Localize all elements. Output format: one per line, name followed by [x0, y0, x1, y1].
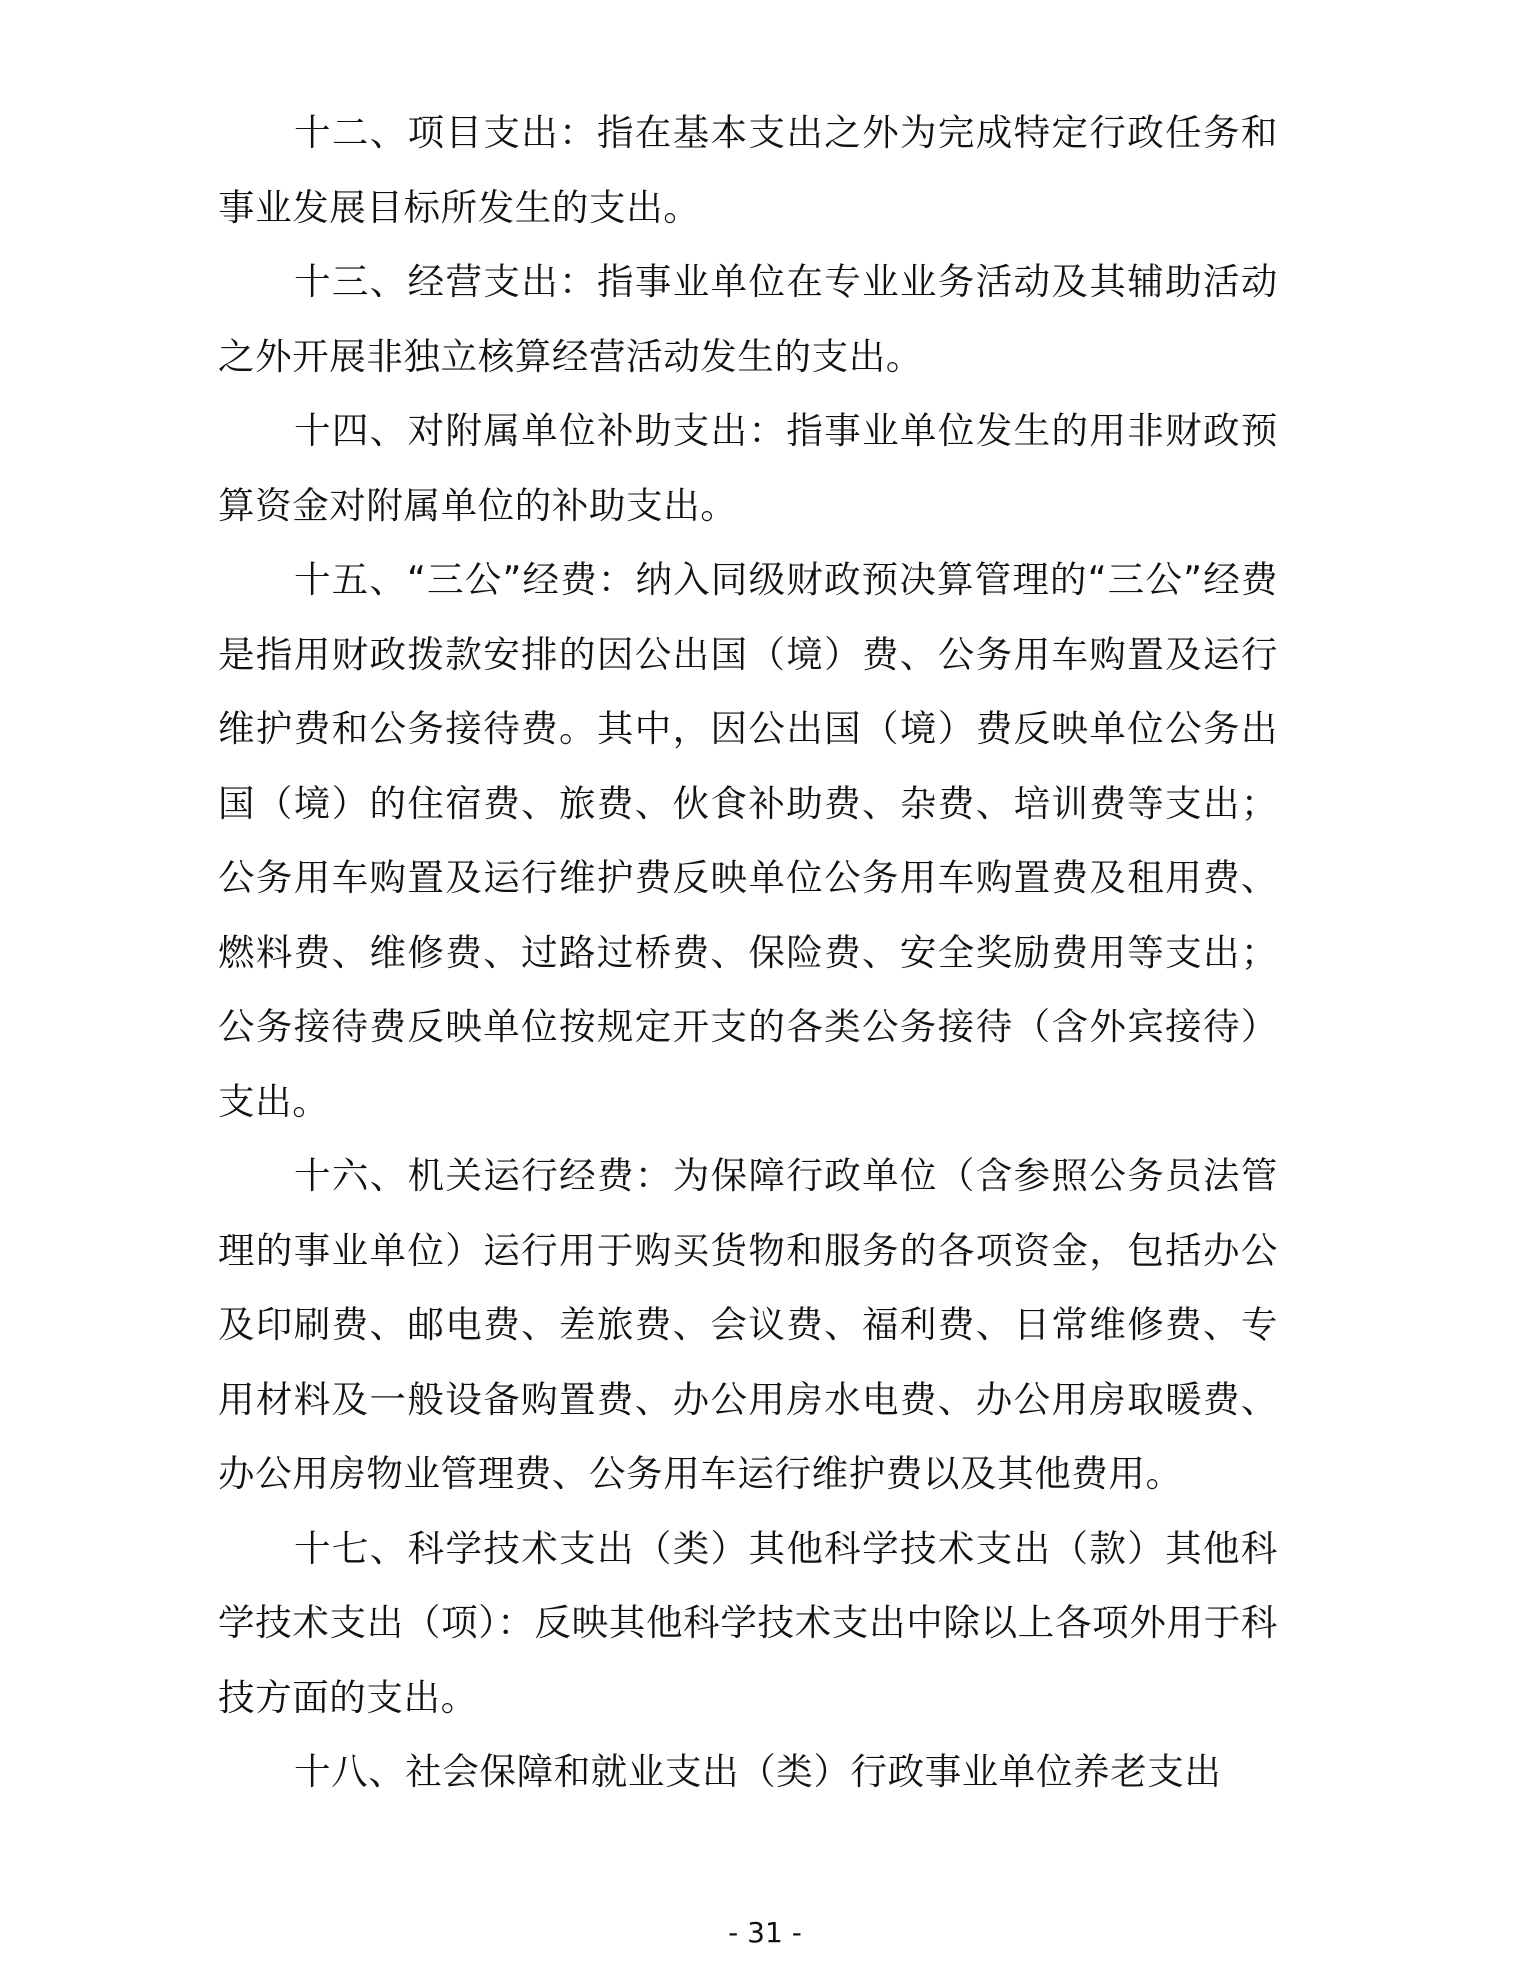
body-text	[218, 96, 1278, 1810]
paragraph-subsidiary-subsidy: 十四、对附属单位补助支出：指事业单位发生的用非财政预算资金对附属单位的补助支出。	[218, 409, 1278, 527]
paragraph-operating-expenditure: 十三、经营支出：指事业单位在专业业务活动及其辅助活动之外开展非独立核算经营活动发生的支出。	[218, 260, 1278, 378]
paragraph-social-security: 十八、社会保障和就业支出（类）行政事业单位养老支出	[294, 1750, 1222, 1793]
paragraph-science-technology: 十七、科学技术支出（类）其他科学技术支出（款）其他科学技术支出（项）：反映其他科学技术支出中除以上各项外用于科技方面的支出。	[218, 1526, 1278, 1719]
paragraph-project-expenditure: 十二、项目支出：指在基本支出之外为完成特定行政任务和事业发展目标所发生的支出。	[218, 111, 1278, 229]
paragraph-agency-operating-costs: 十六、机关运行经费：为保障行政单位（含参照公务员法管理的事业单位）运行用于购买货物和服务的各项资金，包括办公及印刷费、邮电费、差旅费、会议费、福利费、日常维修费、专用材料及一般设备购置费、办公用房水电费、办公用房取暖费、办公用房物业管理费、公务用车运行维护费以及其他费用。	[218, 1154, 1278, 1495]
paragraph-three-public-expenses: 十五、“三公”经费：纳入同级财政预决算管理的“三公”经费是指用财政拨款安排的因公出国（境）费、公务用车购置及运行维护费和公务接待费。其中，因公出国（境）费反映单位公务出国（境）的住宿费、旅费、伙食补助费、杂费、培训费等支出；公务用车购置及运行维护费反映单位公务用车购置费及租用费、燃料费、维修费、过路过桥费、保险费、安全奖励费用等支出；公务接待费反映单位按规定开支的各类公务接待（含外宾接待）支出。	[218, 558, 1278, 1123]
page-number: - 31 -	[728, 1916, 802, 1949]
